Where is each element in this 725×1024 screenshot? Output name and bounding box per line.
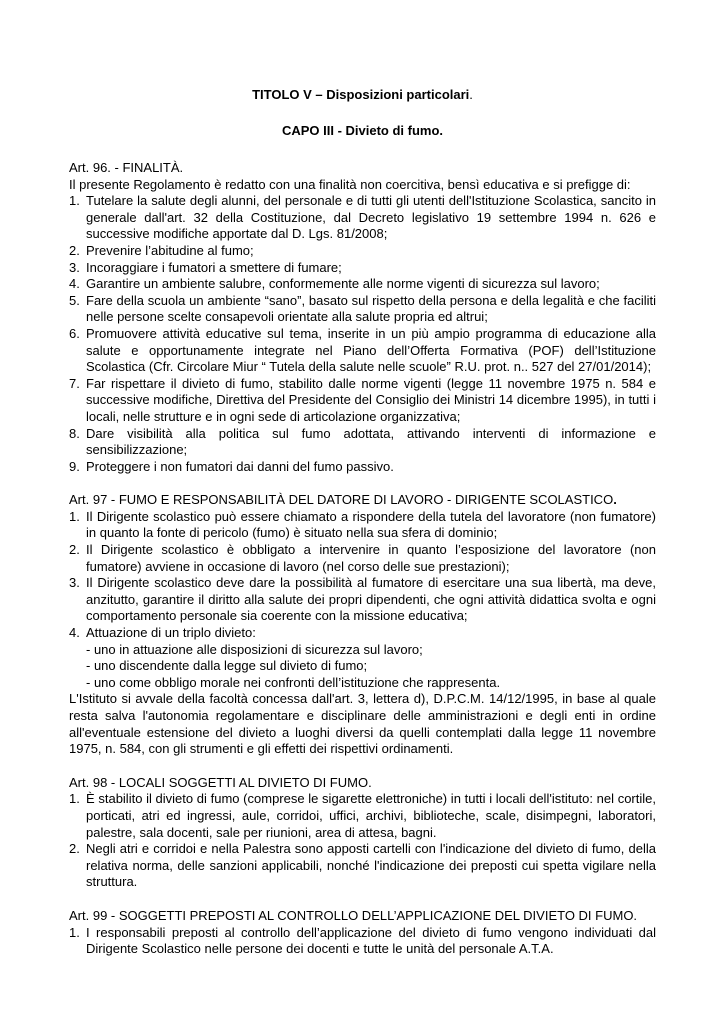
list-item-text: Fare della scuola un ambiente “sano”, basato sul rispetto della persona e della legalità e che faciliti nelle persone scelte consapevoli orientate alla salute propria ed altrui; [86, 292, 656, 325]
list-number: 3. [69, 259, 80, 275]
article-99 [69, 908, 656, 958]
list-item [69, 791, 656, 841]
capo-heading: CAPO III - Divieto di fumo. [281, 123, 444, 138]
list-number: 4. [69, 276, 80, 292]
article-97-heading-text: Art. 97 - FUMO E RESPONSABILITÀ DEL DATORE DI LAVORO - DIRIGENTE SCOLASTICO [69, 492, 614, 508]
list-item-text: Negli atri e corridoi e nella Palestra sono apposti cartelli con l'indicazione del divieto di fumo, della relativa norma, delle sanzioni applicabili, nonché l'indicazione dei preposti cui spetta vigilare nella struttura. [86, 841, 656, 890]
list-number: 4. [69, 625, 80, 641]
list-item [69, 193, 656, 243]
list-item-text: Garantire un ambiente salubre, conformemente alle norme vigenti di sicurezza sul lavoro; [86, 276, 600, 292]
list-item [69, 459, 656, 476]
list-item [69, 260, 656, 277]
sub-item: - uno discendente dalla legge sul divieto di fumo; [86, 658, 368, 674]
list-item [69, 509, 656, 542]
list-item-text: Dare visibilità alla politica sul fumo adottata, attivando interventi di informazione e sensibilizzazione; [86, 425, 656, 458]
list-number: 7. [69, 375, 80, 391]
list-item [69, 293, 656, 326]
article-97-closing: L'Istituto si avvale della facoltà concessa dall'art. 3, lettera d), D.P.C.M. 14/12/1995, in base al quale resta salva l'autonomia regolamentare e disciplinare delle amministrazioni e degli enti in ordine all'eventuale estensione del divieto a luoghi diversi da quelli contemplati dalla legge 11 novembre 1975, n. 584, con gli strumenti e gli effetti dei rispettivi ordinamenti. [69, 691, 656, 757]
article-97 [69, 492, 656, 758]
list-item [69, 575, 656, 625]
list-item-text: I responsabili preposti al controllo dell’applicazione del divieto di fumo vengono individuati dal Dirigente Scolastico nelle persone dei docenti e tutte le unità del personale A.T.A. [86, 924, 656, 957]
section-spacer [69, 758, 656, 775]
section-spacer [69, 891, 656, 908]
list-item [69, 376, 656, 426]
list-item-text: Proteggere i non fumatori dai danni del fumo passivo. [86, 458, 394, 474]
sub-item: - uno in attuazione alle disposizioni di sicurezza sul lavoro; [86, 641, 423, 657]
article-96-list [69, 193, 656, 475]
section-spacer [69, 475, 656, 492]
list-item [69, 276, 656, 293]
article-96-intro: Il presente Regolamento è redatto con una finalità non coercitiva, bensì educativa e si prefigge di: [69, 176, 631, 192]
list-item [69, 925, 656, 958]
article-98-heading: Art. 98 - LOCALI SOGGETTI AL DIVIETO DI FUMO. [69, 774, 372, 790]
article-99-list [69, 925, 656, 958]
list-item-text: Promuovere attività educative sul tema, inserite in un più ampio programma di educazione alla salute e opportunamente integrate nel Piano dell’Offerta Formativa (POF) dell’Istituzione Scolastica (Cfr. Circolare Miur “ Tutela della salute nelle scuole” R.U. prot. n.. 527 del 27/01/2014); [86, 325, 656, 375]
list-number: 9. [69, 458, 80, 474]
list-item [69, 426, 656, 459]
list-item-text: Il Dirigente scolastico deve dare la possibilità al fumatore di esercitare una sua libertà, ma deve, anzitutto, garantire il diritto alla salute dei propri dipendenti, che ogni attività didattica svolta e ogni comportamento personale sia coerente con la missione educativa; [86, 575, 656, 624]
list-number: 2. [69, 242, 80, 258]
article-98 [69, 775, 656, 891]
list-item-text: Far rispettare il divieto di fumo, stabilito dalle norme vigenti (legge 11 novembre 1975 n. 584 e successive modifiche, Direttiva del Presidente del Consiglio dei Ministri 14 dicembre 1995), in tutti i locali, nelle strutture e in ogni sede di articolazione organizzativa; [86, 375, 656, 424]
list-item [69, 243, 656, 260]
list-number: 1. [69, 508, 80, 524]
titolo-heading [0, 87, 725, 104]
article-96 [69, 160, 656, 475]
article-98-list [69, 791, 656, 891]
document-body [69, 160, 656, 958]
list-number: 1. [69, 924, 80, 940]
article-96-heading: Art. 96. - FINALITÀ. [69, 160, 184, 175]
sub-item: - uno come obbligo morale nei confronti dell’istituzione che rappresenta. [86, 674, 501, 690]
article-99-heading: Art. 99 - SOGGETTI PREPOSTI AL CONTROLLO DELL’APPLICAZIONE DEL DIVIETO DI FUMO. [69, 907, 638, 923]
titolo-heading-text: TITOLO V – Disposizioni particolari [252, 87, 470, 102]
list-item [69, 542, 656, 575]
list-item-text: Prevenire l’abitudine al fumo; [86, 242, 254, 258]
article-97-heading [69, 492, 656, 509]
list-number: 2. [69, 841, 80, 857]
list-item-text: Tutelare la salute degli alunni, del personale e di tutti gli utenti dell'Istituzione Scolastica, sancito in generale dall'art. 32 della Costituzione, dal Decreto legislativo 19 settembre 1994 n. 626 e successive modifiche apportate dal D. Lgs. 81/2008; [86, 193, 656, 242]
list-item-text: Il Dirigente scolastico è obbligato a intervenire in quanto l’esposizione del lavoratore (non fumatore) avviene in occasione di lavoro (nel corso delle sue prestazioni); [86, 542, 656, 574]
list-number: 2. [69, 542, 80, 558]
list-item-text: Attuazione di un triplo divieto: [86, 625, 256, 641]
list-number: 1. [69, 791, 80, 807]
list-number: 1. [69, 193, 80, 209]
article-97-list [69, 509, 656, 642]
list-item [69, 326, 656, 376]
list-number: 6. [69, 325, 80, 341]
article-97-heading-period: . [613, 492, 617, 508]
list-item [69, 625, 656, 642]
list-item-text: È stabilito il divieto di fumo (comprese le sigarette elettroniche) in tutti i locali dell'istituto: nel cortile, porticati, atri ed ingressi, aule, corridoi, uffici, archivi, biblioteche, scale, disimpegni, laboratori, palestre, sala docenti, sale per riunioni, area di attesa, bagni. [86, 791, 656, 840]
list-item [69, 841, 656, 891]
list-number: 8. [69, 425, 80, 441]
titolo-heading-period: . [469, 87, 473, 102]
list-item-text: Il Dirigente scolastico può essere chiamato a rispondere della tutela del lavoratore (non fumatore) in quanto la fonte di pericolo (fumo) è situato nella sua sfera di dominio; [86, 508, 656, 541]
list-number: 5. [69, 292, 80, 308]
list-item-text: Incoraggiare i fumatori a smettere di fumare; [86, 259, 342, 275]
list-number: 3. [69, 575, 80, 591]
